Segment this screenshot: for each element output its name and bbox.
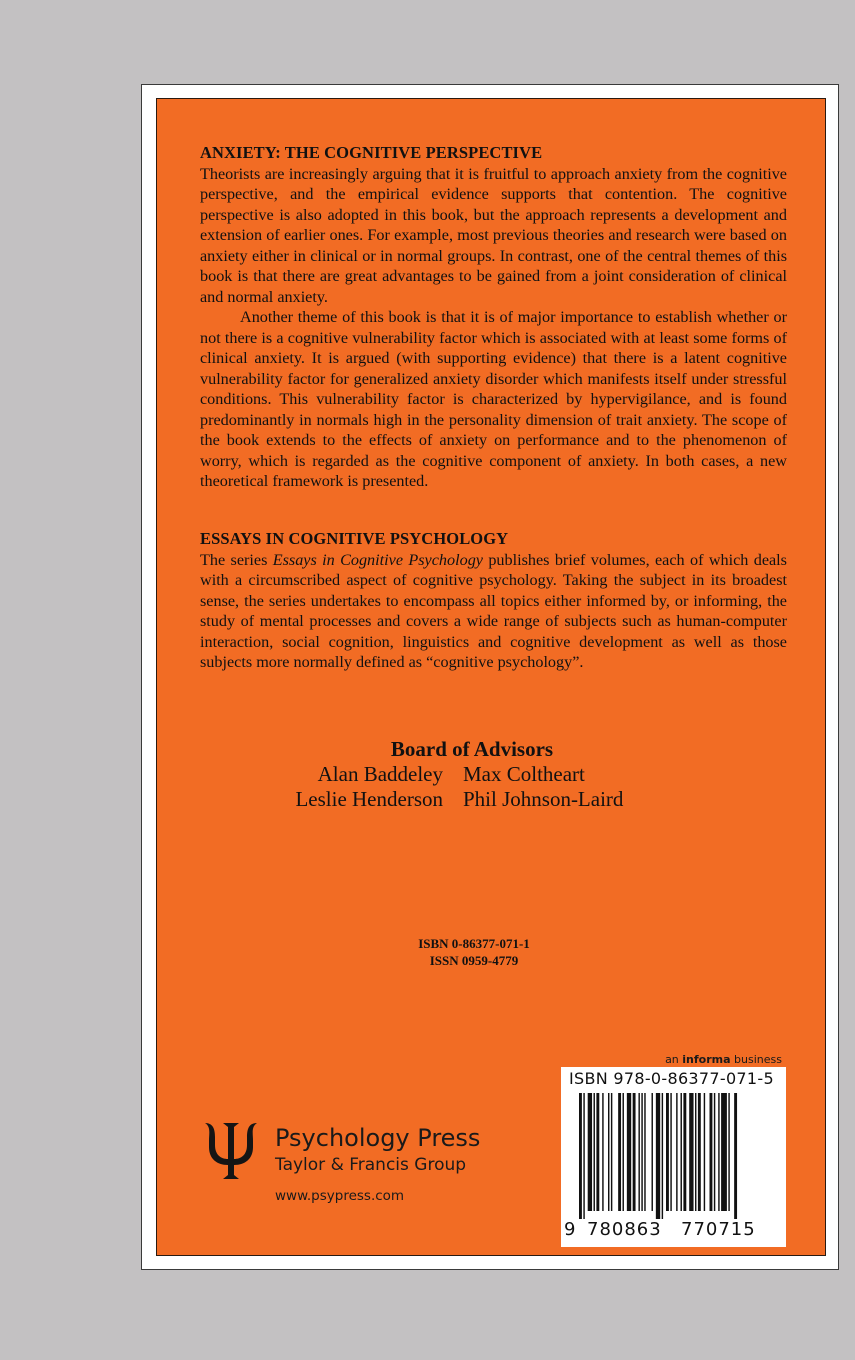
barcode-bar: [644, 1093, 645, 1211]
barcode-bar: [681, 1093, 682, 1211]
board-of-advisors: [157, 737, 827, 812]
advisor-row: [157, 787, 827, 812]
barcode-bar: [676, 1093, 677, 1211]
isbn-text: ISBN 0-86377-071-1: [418, 936, 530, 951]
barcode-bar: [689, 1093, 693, 1211]
advisor-row: [157, 762, 827, 787]
book-back-cover: [156, 98, 826, 1256]
barcode-bar: [618, 1093, 621, 1211]
barcode-bar: [602, 1093, 603, 1211]
informa-prefix: an: [665, 1053, 683, 1066]
barcode-bar: [633, 1093, 636, 1211]
barcode-bar: [623, 1093, 624, 1211]
psi-logo-icon: [201, 1119, 259, 1183]
advisor-name: Max Coltheart: [463, 762, 585, 786]
advisor-name: Phil Johnson-Laird: [463, 787, 624, 811]
barcode-bar: [638, 1093, 639, 1211]
informa-suffix: business: [730, 1053, 782, 1066]
series-section: [200, 529, 787, 673]
barcode-bar: [670, 1093, 671, 1211]
barcode-bar: [588, 1093, 592, 1211]
publisher-block: [201, 1119, 480, 1211]
barcode-icon: [579, 1093, 771, 1219]
barcode-bar: [608, 1093, 609, 1211]
barcode-bar: [579, 1093, 582, 1219]
barcode-first-digit: 9: [564, 1219, 577, 1240]
barcode-bar: [662, 1093, 663, 1219]
publisher-url: www.psypress.com: [275, 1188, 405, 1204]
paragraph: Theorists are increasingly arguing that it is fruitful to approach anxiety from the cognitive perspective, and the empirical evidence supports that contention. The cognitive perspective is also adopted in this book, but the approach represents a development and extension of earlier ones. For example, most previous theories and research were based on anxiety either in clinical or in normal groups. In contrast, one of the central themes of this book is that there are great advantages to be gained from a joint consideration of clinical and normal anxiety.: [200, 164, 787, 306]
advisor-name: Alan Baddeley: [317, 762, 443, 786]
paragraph: Another theme of this book is that it is of major importance to establish whether or not there is a cognitive vulnerability factor which is associated with at least some forms of clinical anxiety. It is argued (with supporting evidence) that there is a latent cognitive vulnerability factor for generalized anxiety disorder which manifests itself under stressful conditions. This vulnerability factor is characterized by hypervigilance, and is found predominantly in normals high in the personality dimension of trait anxiety. The scope of the book extends to the effects of anxiety on performance and to the phenomenon of worry, which is regarded as the cognitive component of anxiety. In both cases, a new theoretical framework is presented.: [200, 308, 787, 490]
publisher-group: Taylor & Francis Group: [275, 1155, 467, 1175]
barcode-bar: [627, 1093, 631, 1211]
barcode-bar: [698, 1093, 701, 1211]
barcode-bar: [594, 1093, 595, 1211]
barcode-bar: [683, 1093, 686, 1211]
barcode-bar: [596, 1093, 599, 1211]
barcode-bar: [641, 1093, 642, 1211]
informa-tagline: [652, 1053, 782, 1066]
barcode-bar: [666, 1093, 669, 1211]
informa-word: informa: [682, 1053, 731, 1066]
barcode-bar: [656, 1093, 660, 1219]
barcode-bar: [728, 1093, 729, 1211]
barcode-bar: [721, 1093, 727, 1211]
barcode-bar: [718, 1093, 719, 1211]
barcode-bar: [710, 1093, 713, 1211]
barcode-bar: [611, 1093, 612, 1211]
barcode-bar: [652, 1093, 653, 1211]
barcode-box: [561, 1067, 786, 1247]
paragraph: [200, 550, 787, 673]
issn-text: ISSN 0959-4779: [429, 953, 519, 968]
barcode-bar: [695, 1093, 696, 1211]
barcode-isbn: ISBN 978-0-86377-071-5: [569, 1069, 774, 1088]
section-heading: ESSAYS IN COGNITIVE PSYCHOLOGY: [200, 529, 509, 548]
section-heading: ANXIETY: THE COGNITIVE PERSPECTIVE: [200, 143, 543, 162]
barcode-bar: [704, 1093, 705, 1211]
paragraph-start: The series: [200, 550, 273, 569]
barcode-bar: [714, 1093, 715, 1211]
barcode-bar: [583, 1093, 584, 1219]
paragraph-rest: publishes brief volumes, each of which deals with a circumscribed aspect of cognitive psychology. Taking the subject in its broadest sense, the series undertakes to encompass all topics either informed by, or informing, the study of mental processes and covers a wide range of subjects such as human-computer interaction, social cognition, linguistics and cognitive development as well as those subjects more normally defined as “cognitive psychology”.: [200, 550, 787, 671]
barcode-right-digits: 770715: [681, 1219, 756, 1240]
series-title: Essays in Cognitive Psychology: [272, 550, 483, 569]
advisors-title: Board of Advisors: [390, 737, 554, 761]
publisher-text: [275, 1119, 480, 1211]
advisor-name: Leslie Henderson: [295, 787, 443, 811]
publisher-name: Psychology Press: [275, 1124, 481, 1152]
isbn-issn-block: [139, 935, 809, 969]
barcode-bar: [734, 1093, 737, 1219]
anxiety-section: [200, 143, 787, 492]
barcode-left-digits: 780863: [587, 1219, 662, 1240]
